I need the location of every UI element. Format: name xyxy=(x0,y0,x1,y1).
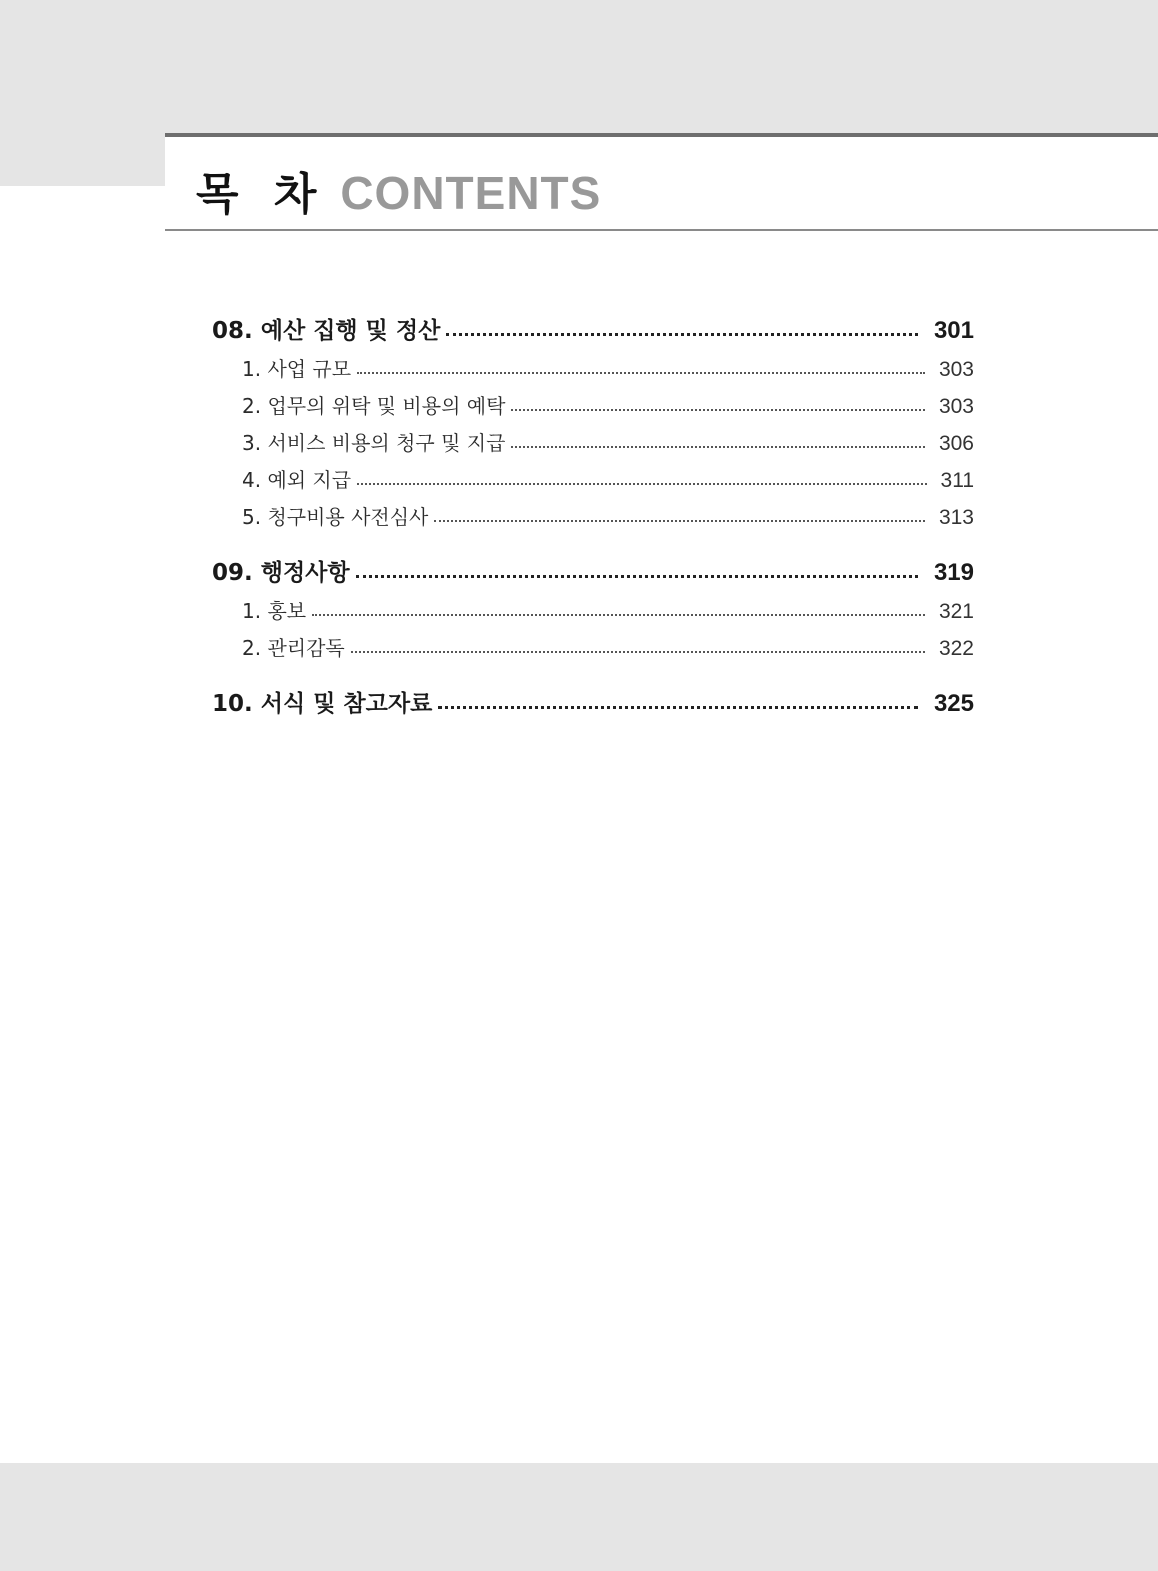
chapter-gap xyxy=(212,661,974,678)
section-page: 303 xyxy=(938,358,974,381)
section-page: 306 xyxy=(938,432,974,455)
section-page: 313 xyxy=(938,506,974,529)
dot-leader xyxy=(446,333,918,336)
page-title xyxy=(196,158,601,218)
top-margin-band xyxy=(0,0,1158,135)
dot-leader xyxy=(357,483,926,485)
table-of-contents xyxy=(212,305,974,718)
toc-section-item[interactable] xyxy=(212,419,974,456)
toc-section-item[interactable] xyxy=(212,493,974,530)
section-page: 321 xyxy=(938,600,974,623)
section-page: 303 xyxy=(938,395,974,418)
chapter-label: 08. 예산 집행 및 정산 xyxy=(212,318,441,344)
toc-section-item[interactable] xyxy=(212,382,974,419)
header-bottom-rule xyxy=(165,229,1158,231)
section-label: 1. 사업 규모 xyxy=(242,357,352,381)
chapter-gap xyxy=(212,530,974,547)
toc-section-item[interactable] xyxy=(212,587,974,624)
section-label: 2. 관리감독 xyxy=(242,636,345,660)
toc-chapter-08[interactable] xyxy=(212,305,974,345)
header-top-rule xyxy=(165,133,1158,137)
dot-leader xyxy=(511,446,925,448)
chapter-label: 09. 행정사항 xyxy=(212,560,350,586)
chapter-page: 319 xyxy=(933,559,974,586)
chapter-page: 325 xyxy=(933,690,974,717)
toc-section-item[interactable] xyxy=(212,345,974,382)
left-tab-band xyxy=(0,135,165,186)
toc-chapter-09[interactable] xyxy=(212,547,974,587)
chapter-page: 301 xyxy=(933,317,974,344)
section-label: 5. 청구비용 사전심사 xyxy=(242,505,429,529)
dot-leader xyxy=(434,520,925,522)
toc-chapter-10[interactable] xyxy=(212,678,974,718)
section-label: 2. 업무의 위탁 및 비용의 예탁 xyxy=(242,394,506,418)
dot-leader xyxy=(511,409,925,411)
title-english: CONTENTS xyxy=(340,167,602,219)
dot-leader xyxy=(357,372,925,374)
dot-leader xyxy=(438,706,918,709)
toc-section-item[interactable] xyxy=(212,624,974,661)
section-label: 3. 서비스 비용의 청구 및 지급 xyxy=(242,431,506,455)
section-label: 1. 홍보 xyxy=(242,599,307,623)
toc-section-item[interactable] xyxy=(212,456,974,493)
bottom-margin-band xyxy=(0,1463,1158,1571)
section-page: 311 xyxy=(940,469,974,492)
chapter-label: 10. 서식 및 참고자료 xyxy=(212,691,433,717)
title-korean: 목 차 xyxy=(196,169,327,220)
dot-leader xyxy=(312,614,925,616)
dot-leader xyxy=(356,575,918,578)
section-label: 4. 예외 지급 xyxy=(242,468,352,492)
dot-leader xyxy=(351,651,925,653)
section-page: 322 xyxy=(938,637,974,660)
